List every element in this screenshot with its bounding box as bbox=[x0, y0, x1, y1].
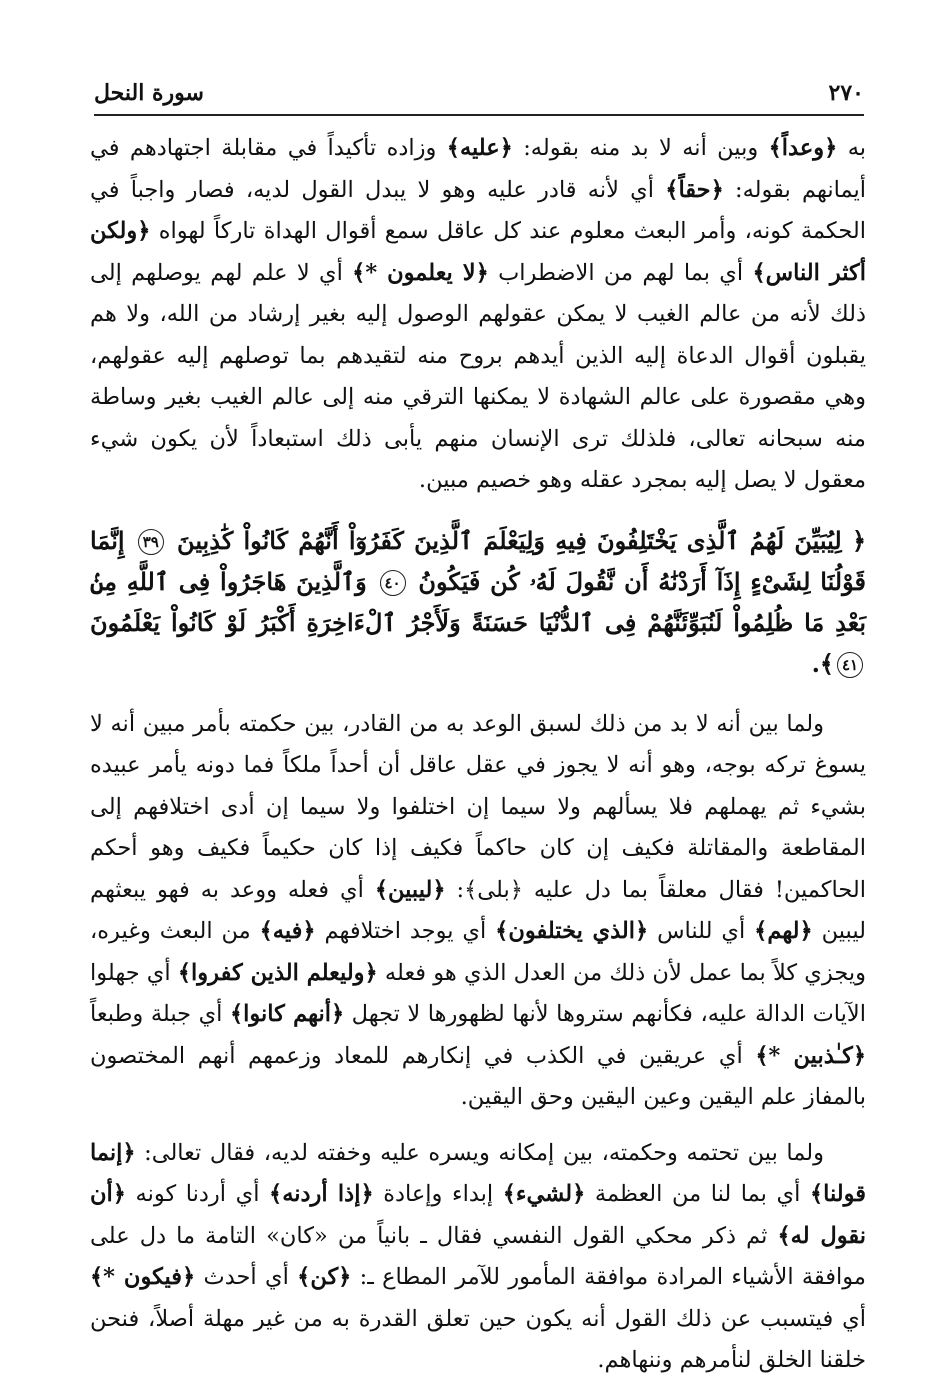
verse-text: إِنَّمَا قَوْلُنَا لِشَىْءٍ إِذَآ أَرَدْنَٰهُ أَن نَّقُولَ لَهُۥ كُن فَيَكُونُ bbox=[90, 525, 866, 596]
quran-quote: ﴿ولكن أكثر الناس﴾ bbox=[90, 218, 866, 286]
text-run: وبين أنه لا بد منه بقوله: bbox=[512, 135, 769, 161]
quran-quote: ﴿كـٰذبين *﴾ bbox=[755, 1042, 867, 1069]
text-run: أي لأنه قادر عليه وهو لا يبدل القول لديه، فصار واجباً في الحكمة كونه، وأمر البعث معلوم عند كل عاقل سمع أقوال الهداة تاركاً لهواه bbox=[90, 176, 866, 244]
text-run: أي بما لهم من الاضطراب bbox=[488, 259, 753, 286]
quran-quote: ﴿وليعلم الذين كفروا﴾ bbox=[177, 959, 378, 986]
quran-quote: ﴿أنهم كانوا﴾ bbox=[229, 1001, 345, 1027]
verse-end-bracket: ﴾. bbox=[811, 648, 834, 678]
quran-quote: ﴿الذي يختلفون﴾ bbox=[495, 918, 649, 944]
text-run: أي عريقين في الكذب في إنكارهم للمعاد وزعمهم أنهم المختصون بالمفاز علم اليقين وعين اليقين وحق اليقين. bbox=[90, 1042, 866, 1110]
paragraph-3 bbox=[90, 1133, 866, 1382]
surah-title: سورة النحل bbox=[94, 80, 204, 106]
quran-quote: ﴿فيه﴾ bbox=[259, 918, 316, 944]
quran-verses-block bbox=[90, 516, 866, 690]
verse-text: وَٱلَّذِينَ هَاجَرُواْ فِى ٱللَّهِ مِنۢ بَعْدِ مَا ظُلِمُواْ لَنُبَوِّئَنَّهُمْ فِى ٱلدُّنْيَا حَسَنَةً وَلَأَجْرُ ٱلْءَاخِرَةِ أَكْبَرُ لَوْ كَانُواْ يَعْلَمُونَ bbox=[90, 566, 866, 637]
spacer bbox=[90, 690, 866, 704]
text-run: أي أردنا كونه bbox=[125, 1181, 270, 1207]
quran-quote: ﴿بلى﴾ bbox=[464, 876, 523, 903]
quran-quote: ﴿ليبين﴾ bbox=[374, 876, 446, 903]
text-run: أي أحدث bbox=[195, 1264, 298, 1290]
quran-quote: ﴿وعداً﴾ bbox=[768, 135, 838, 161]
spacer bbox=[90, 502, 866, 516]
quran-quote: ﴿كن﴾ bbox=[297, 1264, 352, 1290]
text-run: أي يوجد اختلافهم bbox=[315, 918, 496, 944]
page-header bbox=[94, 78, 864, 116]
quran-quote: ﴿حقاً﴾ bbox=[665, 176, 724, 203]
verse-number-marker: ٣٩ bbox=[138, 529, 164, 555]
text-run: أي جهلوا الآيات الدالة عليه، فكأنهم ستروها لأنها لظهورها لا تجهل bbox=[90, 959, 867, 1027]
text-run: أي فعله ووعد به فهو يبعثهم ليبين bbox=[90, 876, 866, 944]
text-run: من البعث وغيره، ويجزي كلاً بما عمل لأن ذلك من العدل الذي هو فعله bbox=[90, 918, 866, 986]
text-run: أي بما لنا من العظمة bbox=[585, 1181, 810, 1207]
text-run: أي للناس bbox=[648, 918, 755, 944]
paragraph-1 bbox=[90, 128, 866, 502]
text-run: وزاده تأكيداً في مقابلة اجتهادهم في أيمانهم بقوله: bbox=[90, 135, 866, 203]
text-run: أي فيتسبب عن ذلك القول أنه يكون حين تعلق القدرة به من غير مهلة أصلاً، فنحن خلقنا الخلق لنأمرهم وننهاهم. bbox=[90, 1305, 866, 1373]
verse-number-marker: ٤٠ bbox=[380, 570, 406, 596]
text-run: أي لا علم لهم يوصلهم إلى ذلك لأنه من عالم الغيب لا يمكن عقولهم الوصول إليه بغير إرشاد من الله، ولا هم يقبلون أقوال الدعاة إليه الذين أيدهم بروح منه لتقيدهم بما توصلهم إليه عقولهم، وهي مقصورة على عالم الشهادة لا يمكنها الترقي منه إلى عالم الغيب بغير وساطة منه سبحانه تعالى، فلذلك ترى الإنسان منهم يأبى ذلك استبعاداً لأن يكون شيء معقول لا يصل إليه بمجرد عقله وهو خصيم مبين. bbox=[90, 259, 866, 493]
quran-quote: ﴿أن نقول له﴾ bbox=[90, 1181, 866, 1249]
text-run: ثم ذكر محكي القول النفسي فقال ـ بانياً من «كان» التامة ما دل على موافقة الأشياء المرادة موافقة المأمور للآمر المطاع ـ: bbox=[90, 1222, 866, 1290]
text-run: إبداء وإعادة bbox=[373, 1181, 503, 1207]
text-run: أي جبلة وطبعاً bbox=[90, 1001, 230, 1027]
quran-quote: ﴿لشيء﴾ bbox=[502, 1181, 586, 1207]
text-run: : bbox=[445, 876, 465, 903]
quran-quote: ﴿لهم﴾ bbox=[754, 918, 813, 944]
text-run: ولما بين تحتمه وحكمته، بين إمكانه ويسره عليه وخفته لديه، فقال تعالى: bbox=[135, 1139, 824, 1166]
quran-quote: ﴿إنما قولنا﴾ bbox=[90, 1139, 867, 1207]
spacer bbox=[90, 1119, 866, 1133]
quran-quote: ﴿عليه﴾ bbox=[446, 135, 513, 161]
quran-quote: ﴿لا يعلمون *﴾ bbox=[352, 259, 489, 286]
text-run: به bbox=[837, 135, 867, 161]
verse-number-marker: ٤١ bbox=[837, 652, 863, 678]
page-body bbox=[90, 128, 866, 1382]
quran-quote: ﴿فيكون *﴾ bbox=[90, 1264, 196, 1290]
quran-quote: ﴿إذا أردنه﴾ bbox=[269, 1181, 374, 1207]
verse-text: ﴿ لِيُبَيِّنَ لَهُمُ ٱلَّذِى يَخْتَلِفُونَ فِيهِ وَلِيَعْلَمَ ٱلَّذِينَ كَفَرُوٓاْ أَنَّهُمْ كَانُواْ كَٰذِبِينَ bbox=[177, 525, 867, 555]
paragraph-2 bbox=[90, 704, 866, 1119]
text-run: ولما بين أنه لا بد من ذلك لسبق الوعد به من القادر، بين حكمته بأمر مبين أنه لا يسوغ تركه بوجه، وهو أنه لا يجوز في عقل عاقل أن أحداً ملكاً فما دونه يأمر عبيده بشيء ثم يهملهم فلا يسألهم ولا سيما إن اختلفوا ولا سيما إن أدى اختلافهم إلى المقاطعة والمقاتلة فكيف إن كان حاكماً فكيف إذا كان حكيماً فكيف وهو أحكم الحاكمين! فقال معلقاً بما دل عليه bbox=[90, 710, 866, 903]
page-number: ٢٧٠ bbox=[828, 80, 864, 106]
